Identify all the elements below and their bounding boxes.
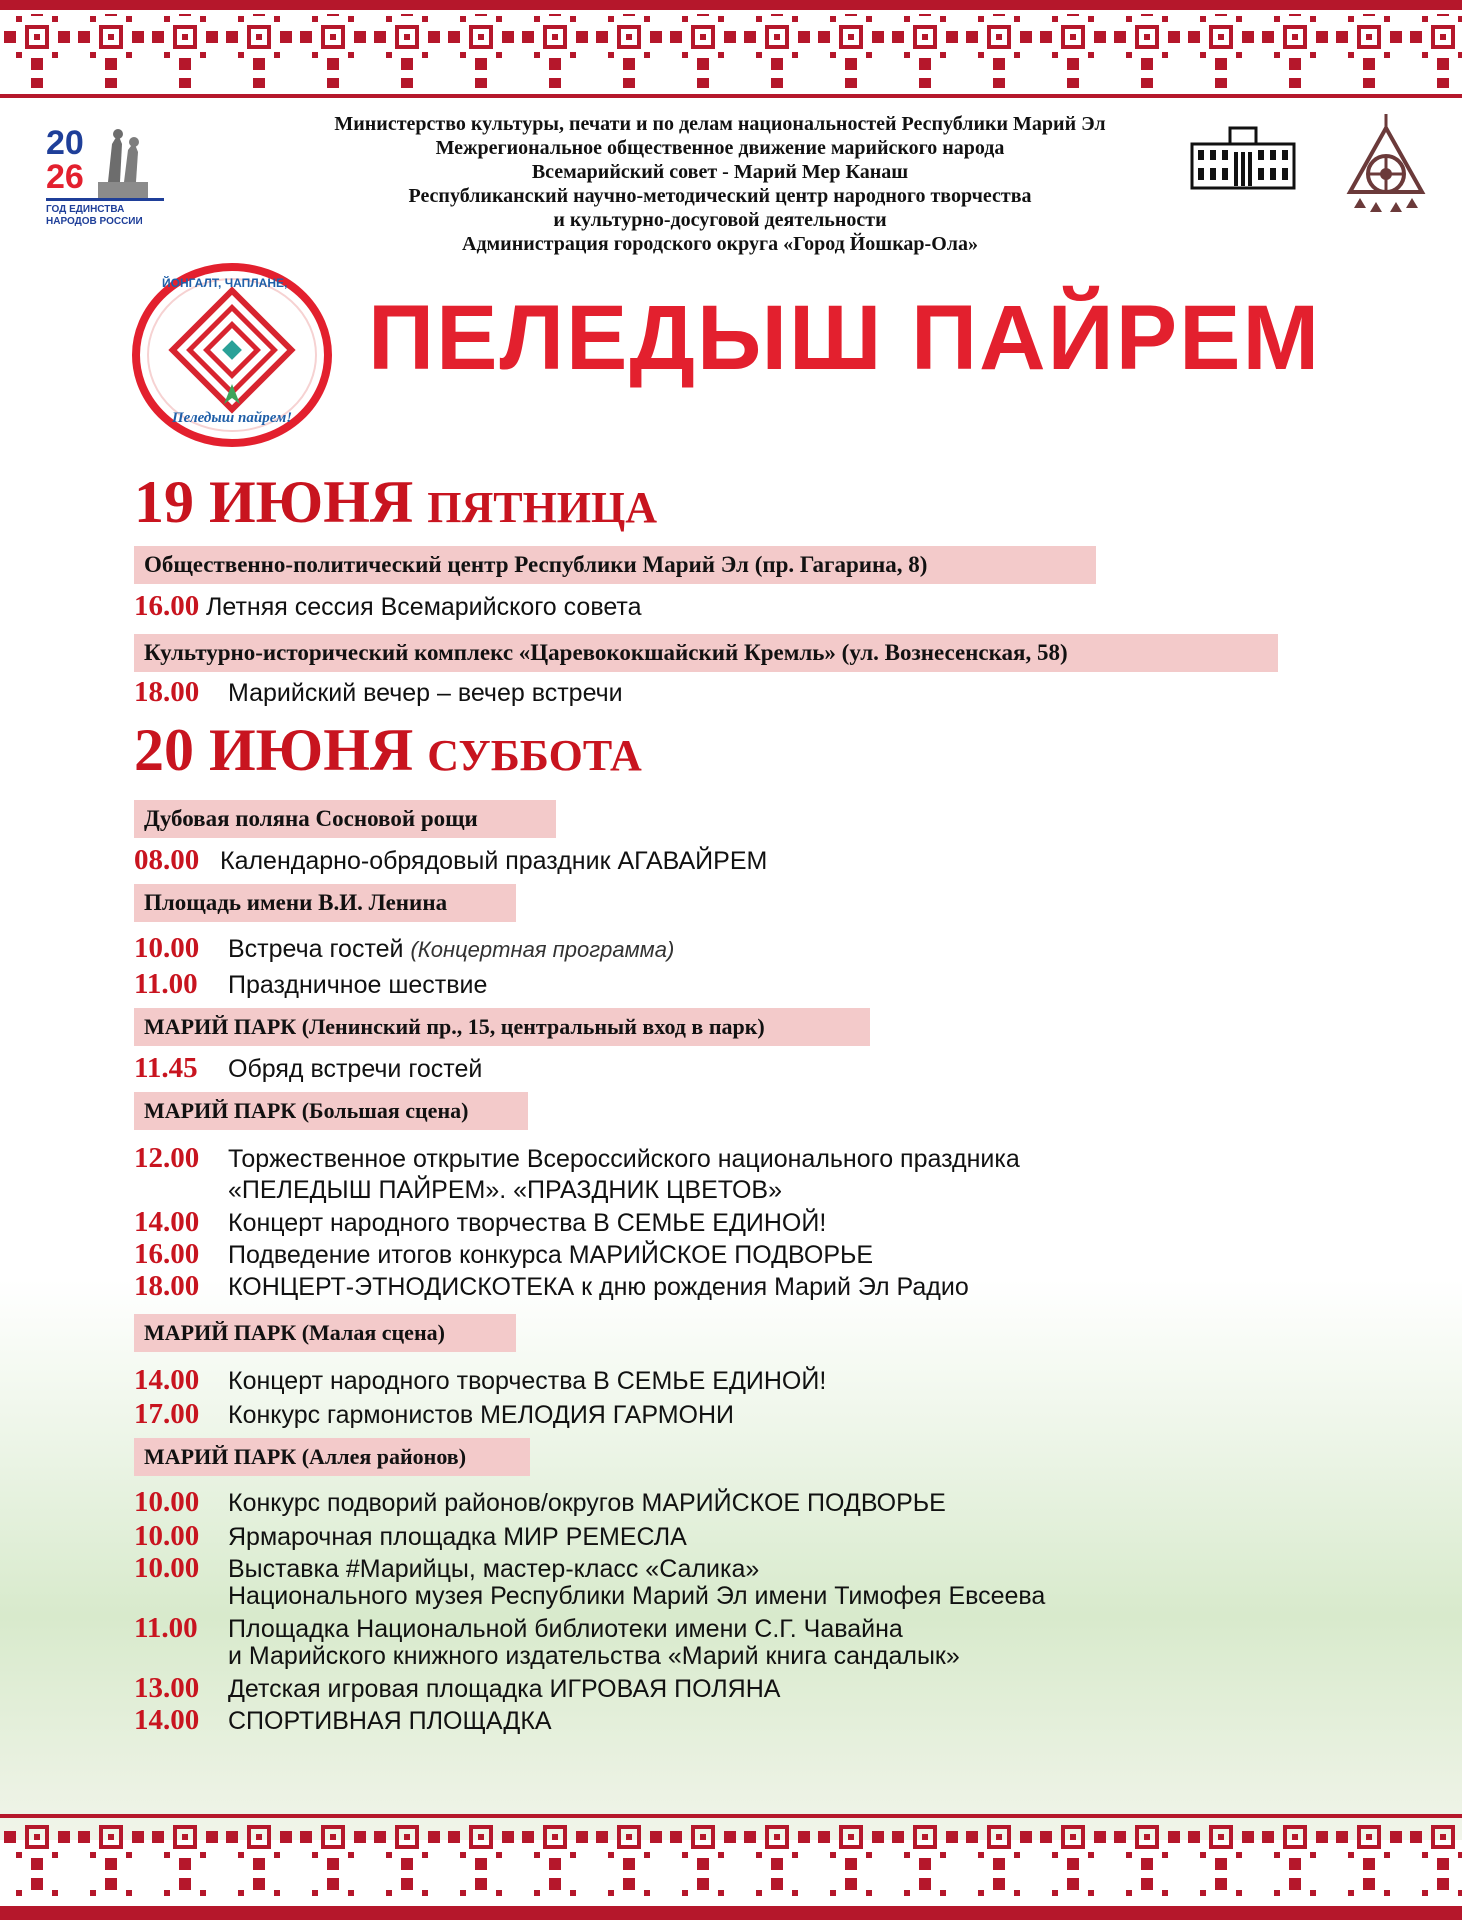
event-time: 14.00 bbox=[134, 1206, 200, 1238]
event-row bbox=[134, 932, 674, 966]
event-time: 18.00 bbox=[134, 676, 200, 708]
year-caption-1: ГОД ЕДИНСТВА bbox=[46, 204, 125, 215]
event-desc: Площадка Национальной библиотеки имени С.Г. Чавайна bbox=[228, 1615, 903, 1643]
event-desc-continued: Национального музея Республики Марий Эл имени Тимофея Евсеева bbox=[228, 1582, 1046, 1610]
bottom-ornament-border bbox=[0, 1800, 1462, 1920]
event-desc: Подведение итогов конкурса МАРИЙСКОЕ ПОДВОРЬЕ bbox=[228, 1241, 874, 1269]
event-desc: КОНЦЕРТ-ЭТНОДИСКОТЕКА к дню рождения Марий Эл Радио bbox=[228, 1273, 969, 1301]
event-row bbox=[134, 968, 487, 1001]
venue-label: Дубовая поляна Сосновой рощи bbox=[134, 800, 556, 838]
event-time: 18.00 bbox=[134, 1270, 200, 1302]
venue-label: Общественно-политический центр Республики Марий Эл (пр. Гагарина, 8) bbox=[134, 546, 1096, 584]
event-desc: Конкурс подворий районов/округов МАРИЙСКОЕ ПОДВОРЬЕ bbox=[228, 1489, 946, 1517]
year-digits-bottom: 26 bbox=[46, 158, 84, 196]
event-time: 13.00 bbox=[134, 1672, 200, 1704]
event-desc-continued: и Марийского книжного издательства «Марий книга сандалык» bbox=[228, 1642, 960, 1670]
event-desc: Календарно-обрядовый праздник АГАВАЙРЕМ bbox=[220, 847, 768, 875]
day1-weekday: ПЯТНИЦА bbox=[427, 483, 658, 532]
organizer-line: Министерство культуры, печати и по делам национальностей Республики Марий Эл bbox=[334, 113, 1106, 135]
event-desc: Торжественное открытие Всероссийского национального праздника bbox=[228, 1145, 1020, 1173]
event-time: 10.00 bbox=[134, 1552, 200, 1584]
event-row bbox=[134, 1672, 780, 1705]
event-time: 17.00 bbox=[134, 1398, 200, 1430]
logo-ring-text-bottom: Пеледыш пайрем! bbox=[172, 410, 293, 426]
organizer-line: Республиканский научно-методический центр народного творчества bbox=[408, 185, 1032, 207]
event-desc: Встреча гостей bbox=[228, 935, 404, 963]
event-time: 11.00 bbox=[134, 1612, 198, 1644]
event-time: 12.00 bbox=[134, 1142, 200, 1174]
event-desc: СПОРТИВНАЯ ПЛОЩАДКА bbox=[228, 1707, 552, 1735]
event-time: 14.00 bbox=[134, 1704, 200, 1736]
year-caption-2: НАРОДОВ РОССИИ bbox=[46, 216, 143, 227]
event-time: 11.45 bbox=[134, 1052, 198, 1084]
event-desc: Детская игровая площадка ИГРОВАЯ ПОЛЯНА bbox=[228, 1675, 781, 1703]
event-time: 14.00 bbox=[134, 1364, 200, 1396]
monument-icon bbox=[84, 124, 154, 202]
day2-weekday: СУББОТА bbox=[427, 731, 642, 780]
festival-logo bbox=[132, 262, 332, 448]
event-time: 10.00 bbox=[134, 1486, 200, 1518]
event-row bbox=[134, 1052, 482, 1085]
event-row bbox=[134, 1238, 873, 1271]
venue-label: МАРИЙ ПАРК (Большая сцена) bbox=[134, 1092, 528, 1130]
event-desc: Выставка #Марийцы, мастер-класс «Салика» bbox=[228, 1555, 760, 1583]
event-row bbox=[134, 1398, 734, 1431]
event-row bbox=[134, 1704, 552, 1737]
event-time: 08.00 bbox=[134, 844, 200, 876]
event-row bbox=[134, 676, 623, 709]
event-time: 10.00 bbox=[134, 1520, 200, 1552]
organizer-line: Администрация городского округа «Город Йошкар-Ола» bbox=[462, 233, 978, 255]
event-desc-continued: «ПЕЛЕДЫШ ПАЙРЕМ». «ПРАЗДНИК ЦВЕТОВ» bbox=[228, 1176, 782, 1204]
event-time: 10.00 bbox=[134, 932, 200, 964]
venue-label: МАРИЙ ПАРК (Ленинский пр., 15, центральный вход в парк) bbox=[134, 1008, 870, 1046]
emblem-icon bbox=[1344, 112, 1428, 235]
event-desc: Летняя сессия Всемарийского совета bbox=[206, 593, 642, 621]
year-of-unity-logo bbox=[46, 124, 166, 234]
event-desc: Ярмарочная площадка МИР РЕМЕСЛА bbox=[228, 1523, 687, 1551]
logo-rule bbox=[46, 198, 164, 201]
event-desc: Конкурс гармонистов МЕЛОДИЯ ГАРМОНИ bbox=[228, 1401, 735, 1429]
event-row bbox=[134, 590, 642, 623]
venue-label: Площадь имени В.И. Ленина bbox=[134, 884, 516, 922]
logo-ring-text-top: ЙОНГАЛТ, ЧАПЛАНЕ, bbox=[162, 276, 288, 290]
event-desc: Марийский вечер – вечер встречи bbox=[228, 679, 623, 707]
event-row bbox=[134, 1520, 687, 1553]
event-row bbox=[134, 1486, 946, 1519]
event-note: (Концертная программа) bbox=[410, 937, 675, 962]
day2-date: 20 ИЮНЯ bbox=[134, 717, 414, 783]
organizer-line: Межрегиональное общественное движение марийского народа bbox=[435, 137, 1005, 159]
venue-label: МАРИЙ ПАРК (Аллея районов) bbox=[134, 1438, 530, 1476]
event-row bbox=[134, 1364, 826, 1397]
event-desc: Обряд встречи гостей bbox=[228, 1055, 483, 1083]
venue-label: МАРИЙ ПАРК (Малая сцена) bbox=[134, 1314, 516, 1352]
event-row bbox=[134, 1142, 1020, 1175]
event-desc: Праздничное шествие bbox=[228, 971, 488, 999]
organizer-line: и культурно-досуговой деятельности bbox=[553, 209, 887, 231]
building-icon bbox=[1190, 124, 1296, 195]
top-ornament-border bbox=[0, 0, 1462, 110]
day1-date: 19 ИЮНЯ bbox=[134, 469, 414, 535]
year-digits-top: 20 bbox=[46, 124, 84, 162]
organizer-line: Всемарийский совет - Марий Мер Канаш bbox=[531, 161, 909, 183]
event-row bbox=[134, 844, 767, 877]
event-desc: Концерт народного творчества В СЕМЬЕ ЕДИНОЙ! bbox=[228, 1367, 827, 1395]
event-time: 16.00 bbox=[134, 1238, 200, 1270]
page-title: ПЕЛЕДЫШ ПАЙРЕМ bbox=[368, 287, 1322, 389]
day2-heading bbox=[134, 716, 642, 785]
event-row bbox=[134, 1270, 969, 1303]
day1-heading bbox=[134, 468, 657, 537]
event-row bbox=[134, 1206, 826, 1239]
event-desc: Концерт народного творчества В СЕМЬЕ ЕДИНОЙ! bbox=[228, 1209, 827, 1237]
organizers-block bbox=[250, 112, 1190, 256]
event-time: 11.00 bbox=[134, 968, 198, 1000]
venue-label: Культурно-исторический комплекс «Царевококшайский Кремль» (ул. Вознесенская, 58) bbox=[134, 634, 1278, 672]
event-time: 16.00 bbox=[134, 590, 200, 622]
